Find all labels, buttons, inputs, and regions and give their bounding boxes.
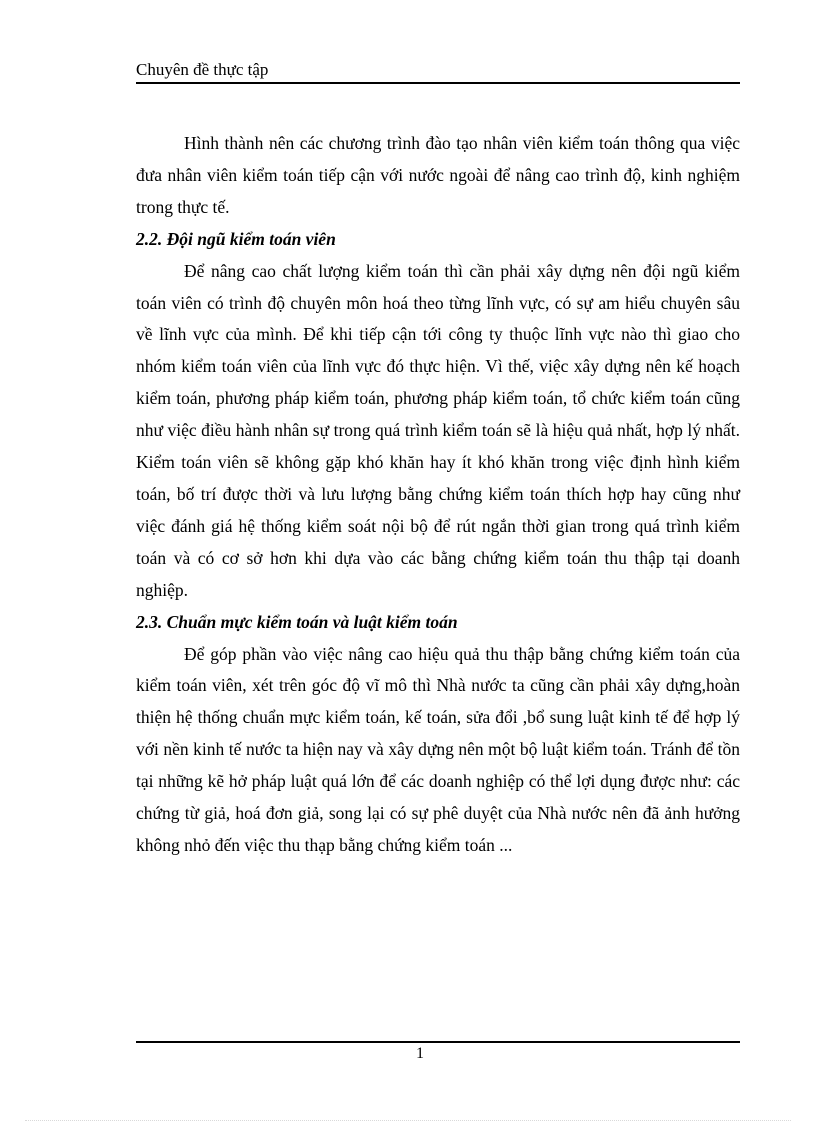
page-bottom-dotted-line bbox=[25, 1120, 791, 1121]
section-heading-2-3: 2.3. Chuẩn mực kiểm toán và luật kiểm toán bbox=[136, 611, 458, 632]
footer-divider bbox=[136, 1041, 740, 1043]
page-header bbox=[136, 56, 740, 84]
paragraph-training-programs: Hình thành nên các chương trình đào tạo nhân viên kiểm toán thông qua việc đưa nhân viên kiểm toán tiếp cận với nước ngoài để nâng cao trình độ, kinh nghiệm trong thực tế. bbox=[136, 133, 740, 217]
header-title: Chuyên đề thực tập bbox=[136, 60, 269, 79]
paragraph-auditor-team: Để nâng cao chất lượng kiểm toán thì cần phải xây dựng nên đội ngũ kiểm toán viên có trình độ chuyên môn hoá theo từng lĩnh vực, có sự am hiểu chuyên sâu về lĩnh vực của mình. Để khi tiếp cận tới công ty thuộc lĩnh vực nào thì giao cho nhóm kiểm toán viên của lĩnh vực đó thực hiện. Vì thế, việc xây dựng nên kế hoạch kiểm toán, phương pháp kiểm toán, phương pháp kiểm toán, tổ chức kiểm toán cũng như việc điều hành nhân sự trong quá trình kiểm toán sẽ là hiệu quả nhất, hợp lý nhất. Kiểm toán viên sẽ không gặp khó khăn hay ít khó khăn trong việc định hình kiểm toán, bố trí được thời và lưu lượng bằng chứng kiểm toán thích hợp hay cũng như việc đánh giá hệ thống kiểm soát nội bộ để rút ngắn thời gian trong quá trình kiểm toán và có cơ sở hơn khi dựa vào các bằng chứng kiểm toán thu thập tại doanh nghiệp. bbox=[136, 260, 740, 600]
section-heading-2-2: 2.2. Đội ngũ kiểm toán viên bbox=[136, 228, 336, 249]
page-number: 1 bbox=[416, 1045, 424, 1062]
paragraph-audit-standards-law: Để góp phần vào việc nâng cao hiệu quả thu thập bằng chứng kiểm toán của kiểm toán viên, xét trên góc độ vĩ mô thì Nhà nước ta cũng cần phải xây dựng,hoàn thiện hệ thống chuẩn mực kiểm toán, kế toán, sửa đổi ,bổ sung luật kinh tế để hợp lý với nền kinh tế nước ta hiện nay và xây dựng nên một bộ luật kiểm toán. Tránh để tồn tại những kẽ hở pháp luật quá lớn để các doanh nghiệp có thể lợi dụng được như: các chứng từ giả, hoá đơn giả, song lại có sự phê duyệt của Nhà nước nên đã ảnh hưởng không nhỏ đến việc thu thạp bằng chứng kiểm toán ... bbox=[136, 643, 740, 855]
document-body bbox=[136, 128, 740, 862]
